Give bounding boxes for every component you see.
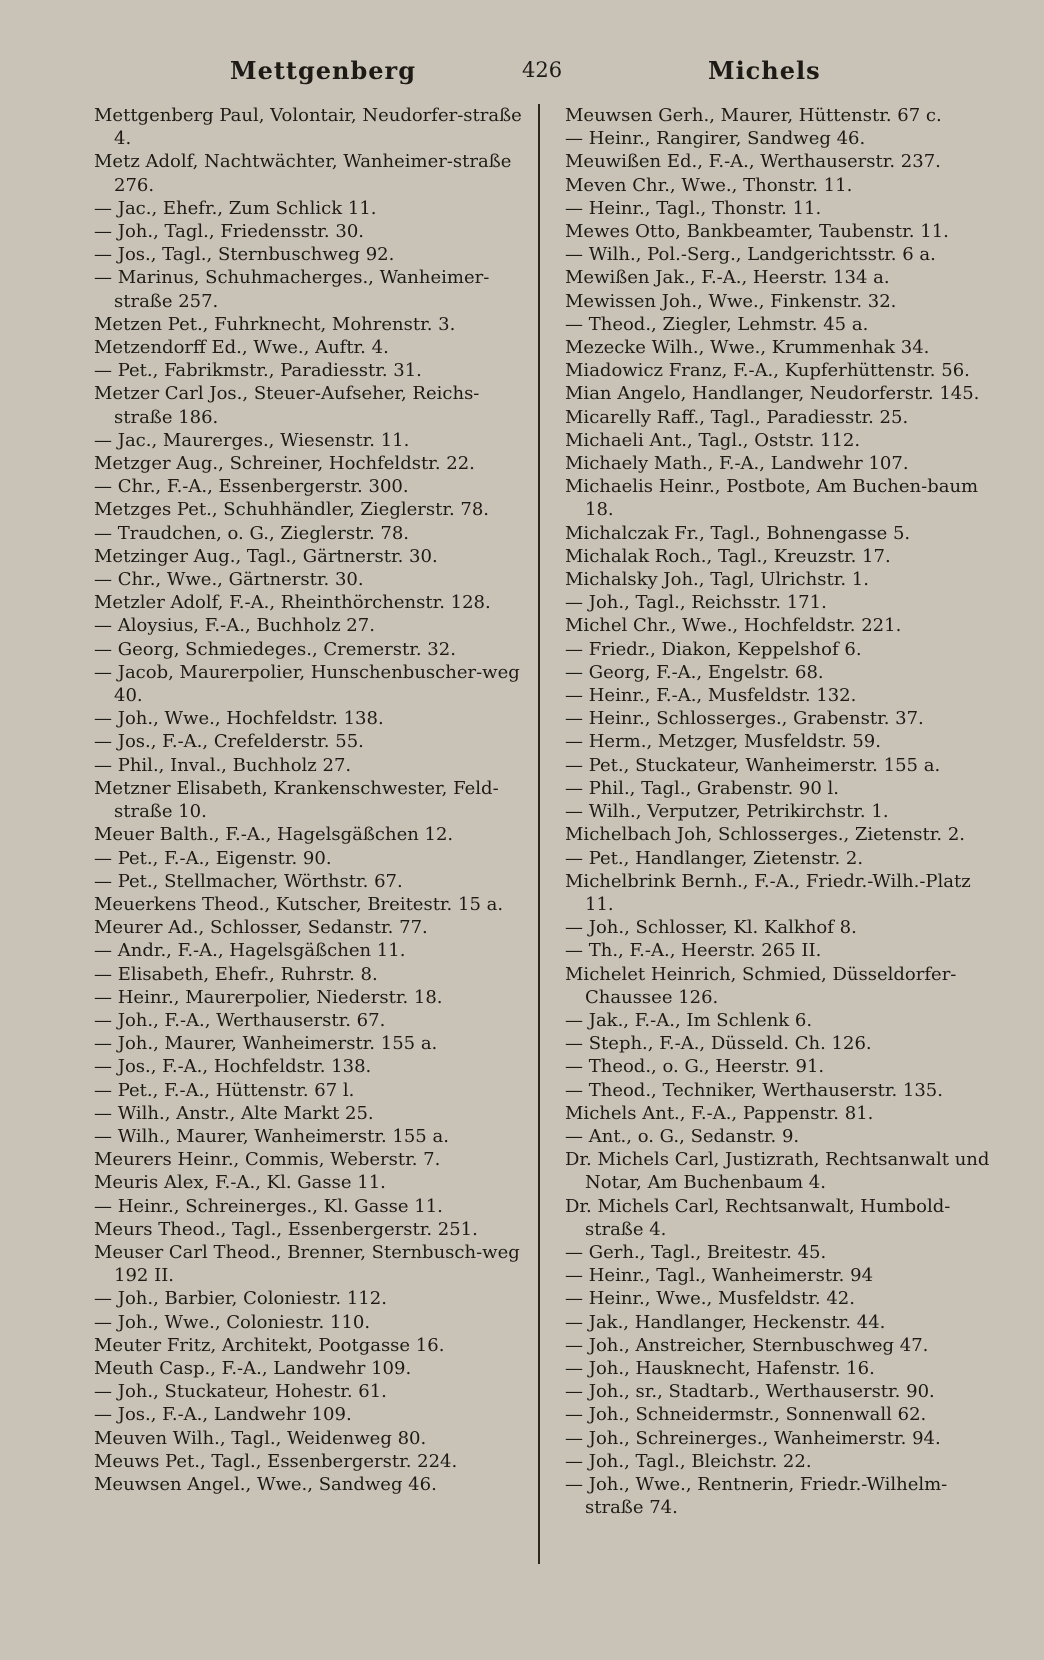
right-column bbox=[565, 104, 995, 1519]
directory-entry: — Heinr., Schlosserges., Grabenstr. 37. bbox=[565, 708, 924, 730]
directory-entry: — Joh., Barbier, Coloniestr. 112. bbox=[94, 1288, 387, 1310]
directory-entry: — Friedr., Diakon, Keppelshof 6. bbox=[565, 638, 862, 660]
directory-entry: Meurers Heinr., Commis, Weberstr. 7. bbox=[94, 1149, 441, 1171]
directory-entry: — Pet., F.-A., Eigenstr. 90. bbox=[94, 847, 332, 869]
directory-entry: Meuer Balth., F.-A., Hagelsgäßchen 12. bbox=[94, 824, 454, 846]
directory-entry: — Ant., o. G., Sedanstr. 9. bbox=[565, 1125, 800, 1147]
directory-entry: — Joh., Anstreicher, Sternbuschweg 47. bbox=[565, 1334, 929, 1356]
directory-entry: — Joh., Wwe., Rentnerin, Friedr.-Wilhelm-straße 74. bbox=[565, 1473, 948, 1519]
directory-entry: Michelbrink Bernh., F.-A., Friedr.-Wilh.-Platz 11. bbox=[565, 870, 971, 915]
page-number: 426 bbox=[522, 58, 563, 82]
directory-entry: — Joh., F.-A., Werthauserstr. 67. bbox=[94, 1009, 386, 1031]
directory-entry: Dr. Michels Carl, Justizrath, Rechtsanwalt und Notar, Am Buchenbaum 4. bbox=[565, 1149, 990, 1194]
directory-entry: — Steph., F.-A., Düsseld. Ch. 126. bbox=[565, 1033, 872, 1055]
directory-entry: Meuwsen Angel., Wwe., Sandweg 46. bbox=[94, 1473, 437, 1495]
directory-entry: — Joh., Schlosser, Kl. Kalkhof 8. bbox=[565, 917, 857, 939]
column-divider bbox=[538, 104, 540, 1564]
directory-entry: — Heinr., F.-A., Musfeldstr. 132. bbox=[565, 685, 857, 707]
directory-entry: — Jos., Tagl., Sternbuschweg 92. bbox=[94, 244, 395, 266]
directory-entry: Metzendorff Ed., Wwe., Auftr. 4. bbox=[94, 337, 389, 359]
directory-entry: — Pet., Stuckateur, Wanheimerstr. 155 a. bbox=[565, 754, 941, 776]
directory-entry: Michalczak Fr., Tagl., Bohnengasse 5. bbox=[565, 522, 911, 544]
directory-entry: — Heinr., Maurerpolier, Niederstr. 18. bbox=[94, 986, 443, 1008]
directory-entry: Mian Angelo, Handlanger, Neudorferstr. 145. bbox=[565, 383, 980, 405]
directory-entry: — Jacob, Maurerpolier, Hunschenbuscher-weg 40. bbox=[94, 661, 520, 707]
directory-entry: — Pet., Fabrikmstr., Paradiesstr. 31. bbox=[94, 360, 422, 382]
directory-entry: — Georg, Schmiedeges., Cremerstr. 32. bbox=[94, 638, 456, 660]
directory-entry: Meven Chr., Wwe., Thonstr. 11. bbox=[565, 174, 853, 196]
directory-entry: — Heinr., Rangirer, Sandweg 46. bbox=[565, 128, 866, 150]
directory-entry: Metzinger Aug., Tagl., Gärtnerstr. 30. bbox=[94, 545, 438, 567]
directory-entry: — Joh., Tagl., Bleichstr. 22. bbox=[565, 1450, 812, 1472]
directory-entry: — Pet., Handlanger, Zietenstr. 2. bbox=[565, 847, 864, 869]
directory-entry: Michelet Heinrich, Schmied, Düsseldorfer-Chaussee 126. bbox=[565, 963, 957, 1008]
directory-entry: Meuter Fritz, Architekt, Pootgasse 16. bbox=[94, 1334, 445, 1356]
left-column bbox=[94, 104, 524, 1496]
directory-entry: — Aloysius, F.-A., Buchholz 27. bbox=[94, 615, 375, 637]
directory-entry: — Joh., Tagl., Friedensstr. 30. bbox=[94, 221, 364, 243]
directory-entry: Dr. Michels Carl, Rechtsanwalt, Humbold-straße 4. bbox=[565, 1195, 951, 1240]
directory-entry: Metzen Pet., Fuhrknecht, Mohrenstr. 3. bbox=[94, 313, 456, 335]
directory-entry: — Theod., o. G., Heerstr. 91. bbox=[565, 1056, 825, 1078]
directory-entry: Micarelly Raff., Tagl., Paradiesstr. 25. bbox=[565, 406, 909, 428]
directory-entry: — Andr., F.-A., Hagelsgäßchen 11. bbox=[94, 940, 406, 962]
directory-entry: Meuwsen Gerh., Maurer, Hüttenstr. 67 c. bbox=[565, 105, 942, 126]
directory-entry: — Wilh., Anstr., Alte Markt 25. bbox=[94, 1102, 374, 1124]
directory-entry: — Jos., F.-A., Hochfeldstr. 138. bbox=[94, 1056, 372, 1078]
directory-entry: — Chr., F.-A., Essenbergerstr. 300. bbox=[94, 476, 409, 498]
directory-entry: — Th., F.-A., Heerstr. 265 II. bbox=[565, 940, 822, 962]
directory-entry: — Heinr., Schreinerges., Kl. Gasse 11. bbox=[94, 1195, 443, 1217]
directory-entry: Metzger Aug., Schreiner, Hochfeldstr. 22. bbox=[94, 453, 475, 475]
directory-entry: — Jac., Maurerges., Wiesenstr. 11. bbox=[94, 429, 410, 451]
directory-entry: — Joh., sr., Stadtarb., Werthauserstr. 90. bbox=[565, 1381, 935, 1403]
directory-entry: — Traudchen, o. G., Zieglerstr. 78. bbox=[94, 522, 410, 544]
directory-entry: — Phil., Inval., Buchholz 27. bbox=[94, 754, 352, 776]
directory-entry: Mewißen Jak., F.-A., Heerstr. 134 a. bbox=[565, 267, 890, 289]
directory-entry: Michaely Math., F.-A., Landwehr 107. bbox=[565, 453, 909, 475]
directory-entry: Michalak Roch., Tagl., Kreuzstr. 17. bbox=[565, 545, 891, 567]
directory-entry: — Jak., F.-A., Im Schlenk 6. bbox=[565, 1009, 813, 1031]
directory-entry: Michalsky Joh., Tagl, Ulrichstr. 1. bbox=[565, 569, 869, 591]
page-header bbox=[0, 56, 1044, 92]
directory-entry: — Joh., Tagl., Reichsstr. 171. bbox=[565, 592, 827, 614]
directory-entry: — Wilh., Maurer, Wanheimerstr. 155 a. bbox=[94, 1125, 449, 1147]
directory-entry: — Heinr., Wwe., Musfeldstr. 42. bbox=[565, 1288, 855, 1310]
directory-entry: — Phil., Tagl., Grabenstr. 90 l. bbox=[565, 777, 840, 799]
directory-entry: — Gerh., Tagl., Breitestr. 45. bbox=[565, 1241, 827, 1263]
directory-entry: — Joh., Schneidermstr., Sonnenwall 62. bbox=[565, 1404, 927, 1426]
directory-entry: Mewissen Joh., Wwe., Finkenstr. 32. bbox=[565, 290, 897, 312]
directory-entry: Michaelis Heinr., Postbote, Am Buchen-baum 18. bbox=[565, 476, 979, 521]
directory-entry: Metzner Elisabeth, Krankenschwester, Feld-straße 10. bbox=[94, 777, 499, 823]
directory-entry: Mewes Otto, Bankbeamter, Taubenstr. 11. bbox=[565, 221, 949, 243]
directory-entry: — Heinr., Tagl., Thonstr. 11. bbox=[565, 197, 822, 219]
directory-entry: Meuwißen Ed., F.-A., Werthauserstr. 237. bbox=[565, 151, 941, 173]
directory-entry: — Elisabeth, Ehefr., Ruhrstr. 8. bbox=[94, 963, 378, 985]
directory-entry: Meuris Alex, F.-A., Kl. Gasse 11. bbox=[94, 1172, 386, 1194]
directory-entry: Metzges Pet., Schuhhändler, Zieglerstr. 78. bbox=[94, 499, 490, 521]
directory-entry: Michaeli Ant., Tagl., Oststr. 112. bbox=[565, 429, 861, 451]
directory-entry: — Pet., F.-A., Hüttenstr. 67 l. bbox=[94, 1079, 355, 1101]
directory-entry: — Chr., Wwe., Gärtnerstr. 30. bbox=[94, 569, 364, 591]
directory-entry: Metzer Carl Jos., Steuer-Aufseher, Reichs-straße 186. bbox=[94, 383, 480, 428]
directory-entry: Mettgenberg Paul, Volontair, Neudorfer-straße 4. bbox=[94, 105, 522, 150]
directory-entry: — Jac., Ehefr., Zum Schlick 11. bbox=[94, 197, 377, 219]
directory-entry: — Theod., Techniker, Werthauserstr. 135. bbox=[565, 1079, 943, 1101]
directory-entry: — Theod., Ziegler, Lehmstr. 45 a. bbox=[565, 313, 869, 335]
directory-entry: — Jos., F.-A., Landwehr 109. bbox=[94, 1404, 352, 1426]
directory-entry: Meuth Casp., F.-A., Landwehr 109. bbox=[94, 1357, 412, 1379]
directory-entry: Meuws Pet., Tagl., Essenbergerstr. 224. bbox=[94, 1450, 458, 1472]
directory-entry: Mezecke Wilh., Wwe., Krummenhak 34. bbox=[565, 337, 930, 359]
directory-entry: — Wilh., Verputzer, Petrikirchstr. 1. bbox=[565, 801, 889, 823]
directory-entry: — Jos., F.-A., Crefelderstr. 55. bbox=[94, 731, 364, 753]
directory-entry: Miadowicz Franz, F.-A., Kupferhüttenstr. 56. bbox=[565, 360, 970, 382]
directory-entry: — Joh., Schreinerges., Wanheimerstr. 94. bbox=[565, 1427, 941, 1449]
directory-entry: Metz Adolf, Nachtwächter, Wanheimer-straße 276. bbox=[94, 151, 512, 196]
directory-entry: — Herm., Metzger, Musfeldstr. 59. bbox=[565, 731, 881, 753]
directory-entry: — Wilh., Pol.-Serg., Landgerichtsstr. 6 a. bbox=[565, 244, 936, 266]
directory-entry: — Georg, F.-A., Engelstr. 68. bbox=[565, 661, 824, 683]
directory-entry: Michels Ant., F.-A., Pappenstr. 81. bbox=[565, 1102, 874, 1124]
directory-entry: — Marinus, Schuhmacherges., Wanheimer-straße 257. bbox=[94, 267, 490, 312]
directory-entry: — Joh., Maurer, Wanheimerstr. 155 a. bbox=[94, 1033, 438, 1055]
directory-entry: Meuven Wilh., Tagl., Weidenweg 80. bbox=[94, 1427, 427, 1449]
directory-entry: — Jak., Handlanger, Heckenstr. 44. bbox=[565, 1311, 886, 1333]
directory-entry: Meuerkens Theod., Kutscher, Breitestr. 15 a. bbox=[94, 893, 504, 915]
directory-entry: — Heinr., Tagl., Wanheimerstr. 94 bbox=[565, 1265, 874, 1287]
directory-entry: Michel Chr., Wwe., Hochfeldstr. 221. bbox=[565, 615, 902, 637]
header-left-keyword: Mettgenberg bbox=[230, 56, 416, 85]
header-right-keyword: Michels bbox=[708, 56, 821, 85]
directory-entry: Metzler Adolf, F.-A., Rheinthörchenstr. 128. bbox=[94, 592, 491, 614]
directory-entry: Meurer Ad., Schlosser, Sedanstr. 77. bbox=[94, 917, 428, 939]
directory-entry: — Joh., Wwe., Hochfeldstr. 138. bbox=[94, 708, 384, 730]
directory-entry: — Joh., Wwe., Coloniestr. 110. bbox=[94, 1311, 371, 1333]
directory-entry: — Joh., Hausknecht, Hafenstr. 16. bbox=[565, 1357, 875, 1379]
directory-entry: — Pet., Stellmacher, Wörthstr. 67. bbox=[94, 870, 403, 892]
directory-entry: Michelbach Joh, Schlosserges., Zietenstr. 2. bbox=[565, 824, 966, 846]
directory-entry: Meurs Theod., Tagl., Essenbergerstr. 251. bbox=[94, 1218, 478, 1240]
directory-entry: Meuser Carl Theod., Brenner, Sternbusch-weg 192 II. bbox=[94, 1241, 520, 1287]
directory-entry: — Joh., Stuckateur, Hohestr. 61. bbox=[94, 1381, 387, 1403]
